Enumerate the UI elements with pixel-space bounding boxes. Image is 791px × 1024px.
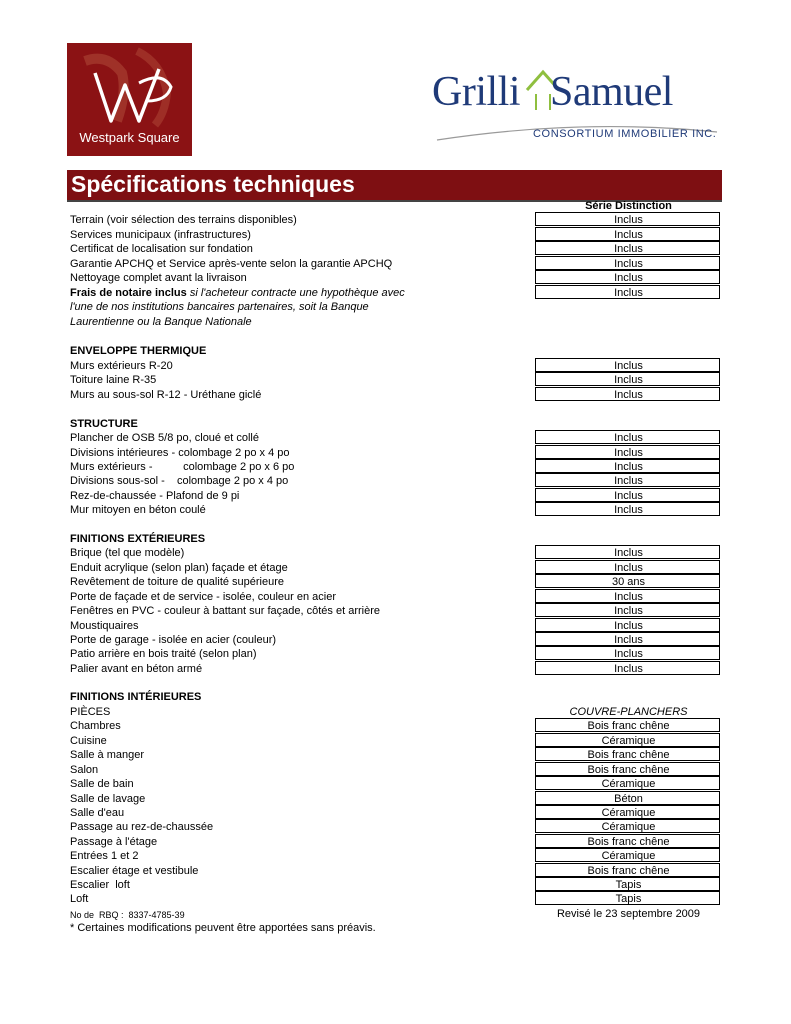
couvre-planchers-header: COUVRE-PLANCHERS [569,706,688,718]
structure-row-label: Rez-de-chaussée - Plafond de 9 pi [70,490,240,502]
structure-row-value: Inclus [614,504,643,516]
notaire-line-2: l'une de nos institutions bancaires partenaires, soit la Banque [70,301,369,313]
grilli-text: Grilli [432,69,520,115]
exterieures-row-label: Brique (tel que modèle) [70,547,185,559]
general-row-value: Inclus [614,243,643,255]
interieures-row-label: Escalier loft [70,879,130,891]
general-row-label: Garantie APCHQ et Service après-vente selon la garantie APCHQ [70,258,393,270]
exterieures-row-value: Inclus [614,562,643,574]
interieures-row-label: Salon [70,764,99,776]
exterieures-row-value: Inclus [614,605,643,617]
interieures-row-value: Bois franc chêne [587,720,670,732]
structure-row-value: Inclus [614,447,643,459]
section-heading-exterieures: FINITIONS EXTÉRIEURES [70,533,206,545]
structure-row-value: Inclus [614,475,643,487]
structure-row-label: Murs extérieurs - colombage 2 po x 6 po [70,461,295,473]
section-heading-structure: STRUCTURE [70,418,138,430]
westpark-logo [67,43,192,156]
interieures-row-label: Entrées 1 et 2 [70,850,139,862]
interieures-row-value: Céramique [601,821,656,833]
exterieures-row-label: Patio arrière en bois traité (selon plan) [70,648,257,660]
thermique-row-label: Murs extérieurs R-20 [70,360,173,372]
section-heading-thermique: ENVELOPPE THERMIQUE [70,345,207,357]
notaire-line-1 [70,286,405,300]
pieces-subheading: PIÈCES [70,706,111,718]
exterieures-row-value: 30 ans [611,576,646,588]
westpark-logo-text: Westpark Square [79,130,180,145]
thermique-row-value: Inclus [614,374,643,386]
samuel-text: Samuel [550,69,673,115]
interieures-row-value: Tapis [615,893,642,905]
general-row-value: Inclus [614,258,643,270]
exterieures-row-value: Inclus [614,547,643,559]
interieures-row-value: Tapis [615,879,642,891]
revision-date: Revisé le 23 septembre 2009 [556,908,701,920]
exterieures-row-value: Inclus [614,620,643,632]
general-row-label: Nettoyage complet avant la livraison [70,272,247,284]
general-row-value: Inclus [614,229,643,241]
interieures-row-label: Cuisine [70,735,107,747]
exterieures-row-label: Palier avant en béton armé [70,663,203,675]
structure-row-label: Divisions intérieures - colombage 2 po x 4 po [70,447,290,459]
general-row-label: Terrain (voir sélection des terrains disponibles) [70,214,297,226]
structure-row-label: Mur mitoyen en béton coulé [70,504,206,516]
thermique-row-value: Inclus [614,389,643,401]
interieures-row-value: Bois franc chêne [587,764,670,776]
interieures-row-value: Bois franc chêne [587,865,670,877]
exterieures-row-label: Fenêtres en PVC - couleur à battant sur façade, côtés et arrière [70,605,380,617]
interieures-row-value: Céramique [601,807,656,819]
exterieures-row-label: Revêtement de toiture de qualité supérieure [70,576,285,588]
structure-row-value: Inclus [614,461,643,473]
general-row-label: Services municipaux (infrastructures) [70,229,251,241]
page-title: Spécifications techniques [71,171,355,197]
notaire-value: Inclus [614,287,643,299]
disclaimer-note: * Certaines modifications peuvent être apportées sans préavis. [70,922,376,934]
exterieures-row-label: Enduit acrylique (selon plan) façade et étage [70,562,288,574]
thermique-row-value: Inclus [614,360,643,372]
exterieures-row-value: Inclus [614,591,643,603]
interieures-row-label: Chambres [70,720,121,732]
interieures-row-label: Escalier étage et vestibule [70,865,199,877]
exterieures-row-value: Inclus [614,663,643,675]
structure-row-label: Plancher de OSB 5/8 po, cloué et collé [70,432,259,444]
rbq-number: No de RBQ : 8337-4785-39 [70,910,185,920]
general-row-value: Inclus [614,214,643,226]
general-row-label: Certificat de localisation sur fondation [70,243,253,255]
interieures-row-value: Béton [614,793,643,805]
interieures-row-value: Céramique [601,778,656,790]
exterieures-row-value: Inclus [614,634,643,646]
notaire-line-3: Laurentienne ou la Banque Nationale [70,316,252,328]
exterieures-row-value: Inclus [614,648,643,660]
grilli-samuel-logo [432,60,722,150]
exterieures-row-label: Porte de façade et de service - isolée, couleur en acier [70,591,336,603]
thermique-row-label: Toiture laine R-35 [70,374,157,386]
notaire-italic: si l'acheteur contracte une hypothèque avec [186,287,405,299]
interieures-row-value: Bois franc chêne [587,836,670,848]
interieures-row-value: Bois franc chêne [587,749,670,761]
consortium-text: CONSORTIUM IMMOBILIER INC. [533,128,717,140]
structure-row-value: Inclus [614,432,643,444]
notaire-bold: Frais de notaire inclus [70,287,187,299]
title-bar [67,170,722,200]
interieures-row-label: Salle à manger [70,749,144,761]
structure-row-label: Divisions sous-sol - colombage 2 po x 4 po [70,475,289,487]
interieures-row-label: Salle d'eau [70,807,125,819]
series-header: Série Distinction [585,200,672,212]
exterieures-row-label: Moustiquaires [70,620,139,632]
interieures-row-label: Passage à l'étage [70,836,158,848]
section-heading-interieures: FINITIONS INTÉRIEURES [70,691,202,703]
interieures-row-value: Céramique [601,850,656,862]
thermique-row-label: Murs au sous-sol R-12 - Uréthane giclé [70,389,262,401]
interieures-row-label: Passage au rez-de-chaussée [70,821,214,833]
interieures-row-label: Salle de lavage [70,793,146,805]
interieures-row-label: Salle de bain [70,778,134,790]
general-row-value: Inclus [614,272,643,284]
interieures-row-label: Loft [70,893,89,905]
exterieures-row-label: Porte de garage - isolée en acier (couleur) [70,634,277,646]
interieures-row-value: Céramique [601,735,656,747]
structure-row-value: Inclus [614,490,643,502]
